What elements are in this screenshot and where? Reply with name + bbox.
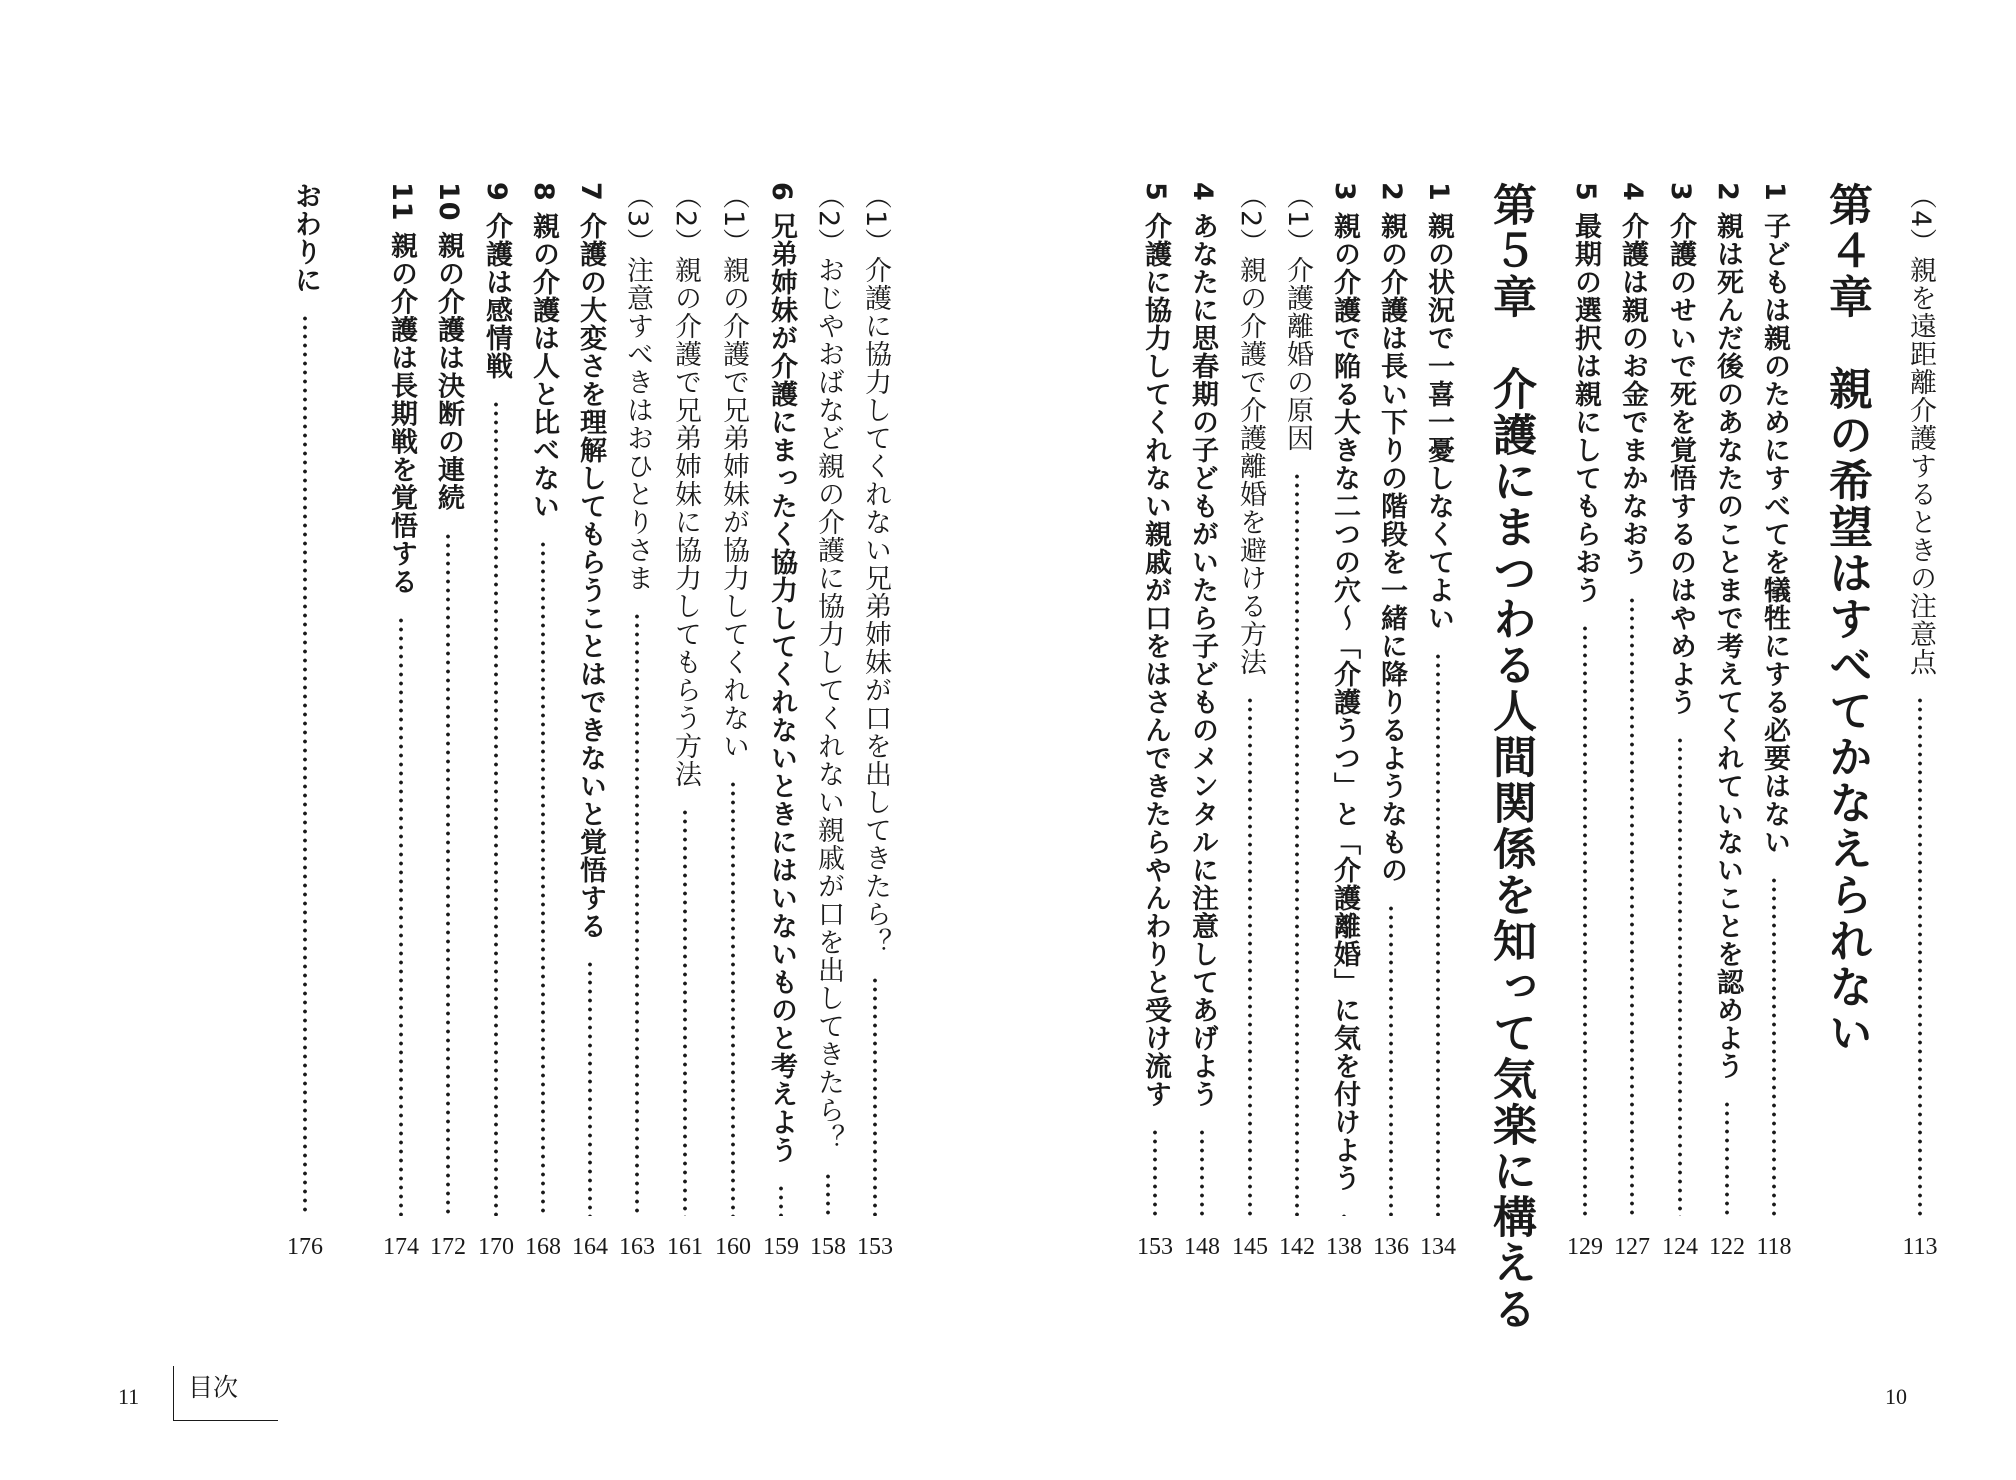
toc-entry[interactable] [1416,182,1460,1262]
dot-leader [826,1172,830,1216]
toc-entry-title: 1 子どもは親のためにすべてを犠牲にする必要はない [1759,182,1790,857]
toc-entry-title: （2）親の介護で兄弟姉妹に協力してもらう方法 [670,182,701,789]
running-head [173,1366,278,1421]
toc-entry-title: 9 介護は感情戦 [481,182,512,381]
toc-entry[interactable] [1369,182,1413,1262]
chapter-title: 第４章 親の希望はすべてかなえられない [1821,182,1872,1056]
toc-entry-page: 118 [1756,1234,1792,1260]
toc-entry-page: 163 [619,1234,655,1260]
toc-entry[interactable] [853,182,897,1262]
dot-leader [1772,876,1776,1216]
toc-entry-page: 164 [572,1234,608,1260]
toc-entry-title: （2）おじやおばなど親の介護に協力してくれない親戚が口を出してきたら？ [813,182,844,1153]
toc-entry-title: おわりに [290,182,321,294]
dot-leader [635,612,639,1216]
dot-leader [541,540,545,1216]
toc-entry-page: 168 [525,1234,561,1260]
toc-entry-title: 2 親の介護は長い下りの階段を一緒に降りるようなもの [1376,182,1407,885]
toc-entry-title: 6 兄弟姉妹が介護にまったく協力してくれないときにはいないものと考えよう [766,182,797,1165]
dot-leader [446,532,450,1216]
toc-entry-page: 113 [1902,1234,1938,1260]
running-head-label: 目次 [188,1373,239,1402]
toc-entry[interactable] [1752,182,1796,1262]
toc-entry-title: （4）親を遠距離介護するときの注意点 [1905,182,1936,677]
dot-leader [1200,1128,1204,1216]
toc-entry[interactable] [759,182,803,1262]
toc-entry-page: 153 [1137,1234,1173,1260]
toc-entry-title: 7 介護の大変さを理解してもらうことはできないと覚悟する [575,182,606,941]
toc-entry-title: （1）介護に協力してくれない兄弟姉妹が口を出してきたら？ [860,182,891,957]
dot-leader [873,976,877,1216]
toc-entry-page: 142 [1279,1234,1315,1260]
dot-leader [588,960,592,1216]
chapter-title: 第５章 介護にまつわる人間関係を知って気楽に構える [1485,182,1536,1332]
toc-entry[interactable] [283,182,327,1262]
toc-entry-title: （3）注意すべきはおひとりさま [622,182,653,593]
toc-entry[interactable] [1658,182,1702,1262]
toc-entry-title: 2 親は死んだ後のあなたのことまで考えてくれていないことを認めよう [1712,182,1743,1081]
toc-entry-title: 4 介護は親のお金でまかなおう [1617,182,1648,577]
toc-entry[interactable] [615,182,659,1262]
toc-entry[interactable] [426,182,470,1262]
dot-leader [731,780,735,1216]
page-number-right: 10 [1885,1384,1907,1409]
toc-entry-page: 138 [1326,1234,1362,1260]
dot-leader [683,808,687,1216]
toc-entry-page: 145 [1232,1234,1268,1260]
dot-leader [1295,472,1299,1216]
toc-entry-page: 174 [383,1234,419,1260]
toc-entry[interactable] [568,182,612,1262]
toc-entry-title: 11 親の介護は長期戦を覚悟する [386,182,417,596]
toc-entry-title: 10 親の介護は決断の連続 [433,182,464,512]
toc-entry-page: 160 [715,1234,751,1260]
toc-entry-page: 122 [1709,1234,1745,1260]
toc-entry[interactable] [1322,182,1366,1262]
toc-entry[interactable] [1705,182,1749,1262]
dot-leader [779,1184,783,1216]
toc-entry[interactable] [1563,182,1607,1262]
toc-entry-title: 8 親の介護は人と比べない [528,182,559,521]
toc-entry-page: 127 [1614,1234,1650,1260]
toc-entry[interactable] [663,182,707,1262]
dot-leader [399,616,403,1216]
toc-entry[interactable] [1275,182,1319,1262]
dot-leader [1918,696,1922,1216]
page-number-left: 11 [118,1384,140,1409]
toc-entry-page: 153 [857,1234,893,1260]
toc-entry[interactable] [521,182,565,1262]
dot-leader [494,400,498,1216]
dot-leader [1583,624,1587,1216]
toc-entry[interactable] [1133,182,1177,1262]
toc-entry-title: 5 最期の選択は親にしてもらおう [1570,182,1601,605]
dot-leader [1436,652,1440,1216]
dot-leader [1342,1212,1346,1216]
dot-leader [1725,1100,1729,1216]
toc-entry-title: （1）介護離婚の原因 [1282,182,1313,453]
dot-leader [1153,1128,1157,1216]
toc-entry-page: 148 [1184,1234,1220,1260]
toc-entry[interactable] [711,182,755,1262]
toc-entry-title: 4 あなたに思春期の子どもがいたら子どものメンタルに注意してあげよう [1187,182,1218,1109]
toc-entry-title: 3 介護のせいで死を覚悟するのはやめよう [1665,182,1696,717]
toc-entry-page: 134 [1420,1234,1456,1260]
toc-entry[interactable] [379,182,423,1262]
dot-leader [303,314,307,1216]
toc-entry-page: 176 [287,1234,323,1260]
toc-entry-page: 161 [667,1234,703,1260]
dot-leader [1678,736,1682,1216]
toc-entry-title: 5 介護に協力してくれない親戚が口をはさんできたらやんわりと受け流す [1140,182,1171,1109]
toc-entry-page: 124 [1662,1234,1698,1260]
chapter-heading[interactable] [1814,182,1878,1060]
toc-entry[interactable] [1610,182,1654,1262]
dot-leader [1630,596,1634,1216]
toc-entry-page: 136 [1373,1234,1409,1260]
chapter-heading[interactable] [1478,182,1542,1336]
toc-entry-page: 170 [478,1234,514,1260]
toc-entry-title: （2）親の介護で介護離婚を避ける方法 [1235,182,1266,677]
toc-entry[interactable] [1228,182,1272,1262]
toc-entry-page: 172 [430,1234,466,1260]
toc-entry-page: 159 [763,1234,799,1260]
toc-entry-page: 129 [1567,1234,1603,1260]
toc-entry[interactable] [806,182,850,1262]
dot-leader [1389,904,1393,1216]
toc-entry-title: （1）親の介護で兄弟姉妹が協力してくれない [718,182,749,761]
toc-entry[interactable] [1898,182,1942,1262]
toc-entry-page: 158 [810,1234,846,1260]
dot-leader [1248,696,1252,1216]
toc-entry[interactable] [1180,182,1224,1262]
toc-entry-title: 3 親の介護で陥る大きな二つの穴〜「介護うつ」と「介護離婚」に気を付けよう [1329,182,1360,1193]
toc-entry-title: 1 親の状況で一喜一憂しなくてよい [1423,182,1454,633]
toc-entry[interactable] [474,182,518,1262]
